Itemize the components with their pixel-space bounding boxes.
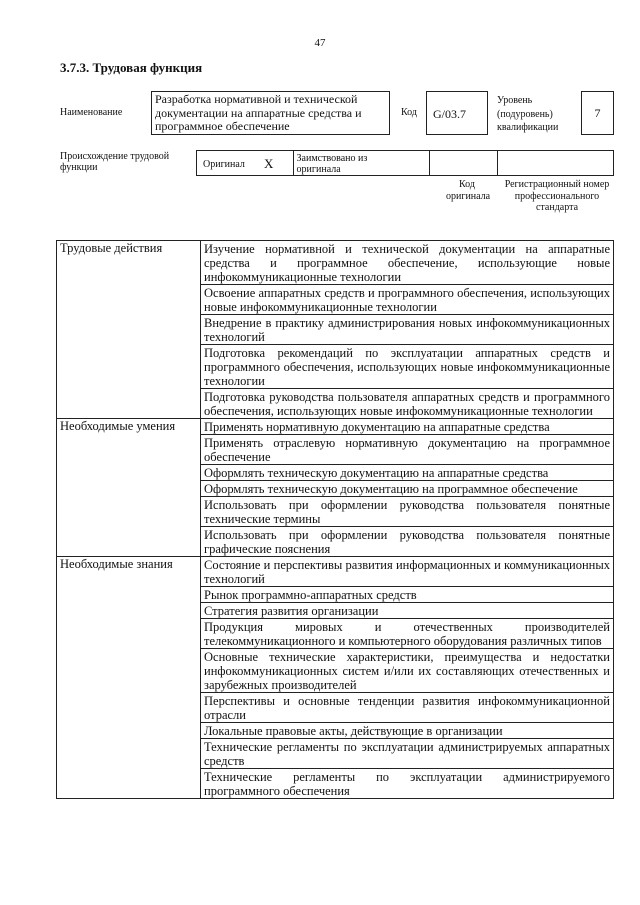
registration-number-cell (498, 151, 613, 175)
item-cell: Внедрение в практику администрирования новых инфокоммуникационных технологий (201, 315, 614, 345)
function-code: G/03.7 (426, 91, 488, 135)
category-cell: Необходимые знания (57, 557, 201, 799)
borrowed-cell (294, 151, 430, 175)
section-title: 3.7.3. Трудовая функция (60, 60, 203, 75)
item-cell: Рынок программно-аппаратных средств (201, 587, 614, 603)
item-cell: Технические регламенты по эксплуатации администрируемых аппаратных средств (201, 739, 614, 769)
item-cell: Применять нормативную документацию на аппаратные средства (201, 419, 614, 435)
function-name: Разработка нормативной и технической документации на аппаратные средства и программное обеспечение (151, 91, 390, 135)
origin-table (196, 150, 614, 176)
item-cell: Использовать при оформлении руководства пользователя понятные технические термины (201, 497, 614, 527)
item-cell: Использовать при оформлении руководства пользователя понятные графические пояснения (201, 527, 614, 557)
level-label-text: Уровень (подуровень) квалификации (497, 95, 559, 133)
table-row (57, 557, 614, 587)
function-table-body (57, 241, 614, 799)
table-row (57, 419, 614, 435)
borrowed-label: Заимствовано из оригинала (296, 153, 368, 175)
item-cell: Освоение аппаратных средств и программного обеспечения, использующих новые инфокоммуникационные технологии (201, 285, 614, 315)
item-cell: Оформлять техническую документацию на программное обеспечение (201, 481, 614, 497)
item-cell: Основные технические характеристики, преимущества и недостатки инфокоммуникационных систем и/или их составляющих отечественных и зарубежных производителей (201, 649, 614, 693)
origin-label-text: Происхождение трудовой функции (60, 151, 170, 173)
original-mark: X (264, 156, 274, 171)
item-cell: Изучение нормативной и технической документации на аппаратные средства и программное обеспечение, использующие новые инфокоммуникационные технологии (201, 241, 614, 285)
item-cell: Подготовка руководства пользователя аппаратных средств и программного обеспечения, использующих новые инфокоммуникационные технологии (201, 389, 614, 419)
name-label: Наименование (60, 107, 123, 118)
item-cell: Оформлять техническую документацию на аппаратные средства (201, 465, 614, 481)
item-cell: Применять отраслевую нормативную документацию на программное обеспечение (201, 435, 614, 465)
qualification-level: 7 (581, 91, 614, 135)
item-cell: Состояние и перспективы развития информационных и коммуникационных технологий (201, 557, 614, 587)
code-original-caption (432, 179, 502, 202)
item-cell: Технические регламенты по эксплуатации администрируемого программного обеспечения (201, 769, 614, 799)
item-cell: Стратегия развития организации (201, 603, 614, 619)
level-label (497, 94, 577, 135)
function-table (56, 240, 614, 799)
registration-number-caption: Регистрационный номер профессионального стандарта (504, 179, 610, 213)
table-row (57, 241, 614, 285)
item-cell: Перспективы и основные тенденции развития инфокоммуникационной отрасли (201, 693, 614, 723)
item-cell: Продукция мировых и отечественных производителей телекоммуникационного и компьютерного оборудования различных типов (201, 619, 614, 649)
original-cell (197, 151, 294, 175)
item-cell: Локальные правовые акты, действующие в организации (201, 723, 614, 739)
original-code-cell (430, 151, 498, 175)
page-number: 47 (314, 37, 326, 49)
code-label: Код (401, 107, 417, 118)
category-cell: Необходимые умения (57, 419, 201, 557)
category-cell: Трудовые действия (57, 241, 201, 419)
original-label: Оригинал (203, 159, 245, 170)
origin-label (60, 151, 190, 173)
code-original-caption-text: Код оригинала (446, 179, 491, 202)
item-cell: Подготовка рекомендаций по эксплуатации аппаратных средств и программного обеспечения, использующих новые инфокоммуникационные технологии (201, 345, 614, 389)
